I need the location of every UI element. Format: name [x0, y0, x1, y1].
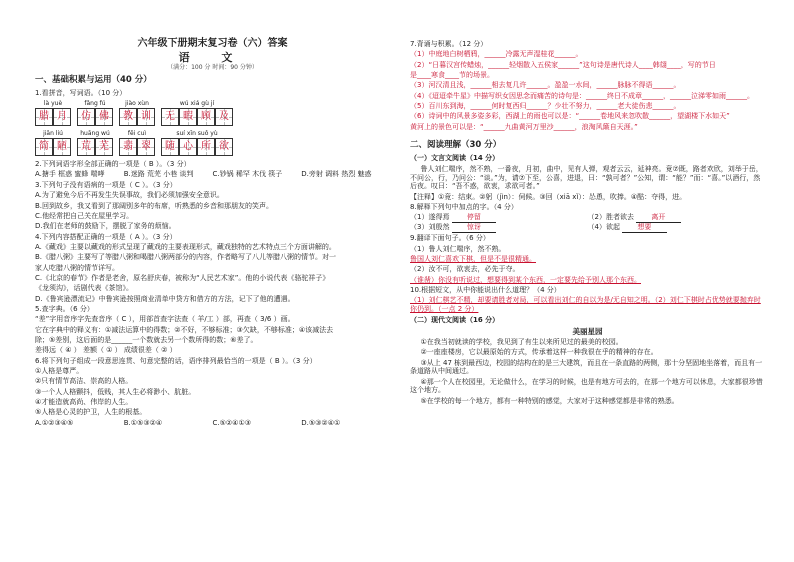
pinyin-label: huāng wú — [80, 130, 110, 138]
char-boxes — [161, 138, 233, 156]
char-box — [77, 138, 95, 156]
question-7-line: （1）中庭地白树栖鸦，______冷露无声湿桂花______。 — [410, 50, 583, 59]
question-10: 10.根据短文，从中你能说出什么道理？（4 分） — [410, 286, 561, 295]
char-box — [197, 108, 215, 126]
pinyin-row-2 — [35, 130, 390, 156]
question-4-option-d: D.《鲁宾逊漂流记》中鲁宾逊按照商业清单中贷方和借方的方法，记下了他的遭遇。 — [35, 294, 295, 303]
pinyin-label: suí xīn suǒ yù — [176, 130, 218, 138]
question-7-line: （2）“日暮汉宫传蜡烛，______轻烟散入五侯家______”这句诗是唐代诗人____韩翃____，写的节日 — [410, 60, 716, 69]
answer-field: 惊讶 — [452, 223, 496, 233]
char-boxes — [161, 108, 233, 126]
char-box — [215, 138, 233, 156]
char-boxes — [119, 138, 155, 156]
char-box — [119, 138, 137, 156]
question-5-line-a: “差”字用音序字先查音序（ C ），用部首查字法查（ 羊/工 ）部，再查（ 3/6 ）画。 — [35, 315, 295, 324]
essay-title: 美丽星园 — [572, 326, 603, 336]
pinyin-word — [35, 100, 71, 126]
question-5: 5.查字典。（6 分） — [35, 304, 94, 313]
pinyin-label: jiān liú — [43, 130, 63, 138]
char-answer: 腊 — [39, 110, 49, 122]
question-5-line-c: 除；⑤差别，这后面的是______一个数就去另一个数所得的数；⑥差了。 — [35, 335, 258, 344]
question-3-option-c: C.他经常把自己关在屋里学习。 — [35, 211, 134, 220]
char-answer: 翡 — [123, 140, 133, 152]
char-box — [119, 108, 137, 126]
char-boxes — [35, 138, 71, 156]
question-9-a: （1）鲁人刘仁喘序，然不熟。 — [410, 244, 506, 253]
question-3-option-b: B.回到故乡，我又看到了那阔别多年的布席，听熟悉的乡音和那朋友的笑声。 — [35, 201, 274, 210]
exam-meta: （满分：100 分 时间：90 分钟） — [167, 64, 258, 72]
question-6-item: ①人格是尊严。 — [35, 367, 84, 375]
question-5-line-b: 它在字典中的释义有：①减法运算中的得数；②不好，不够标准；③欠缺，不够标准；④该减法去 — [35, 325, 334, 334]
section-2-heading: 二、阅读理解（30 分） — [410, 139, 502, 150]
essay-paragraph: ②一座座楼房，它以最原始的方式，传承着这样一种我很在乎的精神的存在。 — [420, 348, 658, 357]
right-column — [410, 40, 765, 407]
question-7-line: （4）《迢迢牵牛星》中描写织女因思念而痛苦的诗句是：______终日不成章______，______泣涕零如雨______。 — [410, 91, 754, 100]
question-9-b: （2）汝不可，欲衷去，必先于夺。 — [410, 265, 520, 274]
char-box — [215, 108, 233, 126]
question-6-item: ④才能造就高尚、伟岸的人生。 — [35, 398, 133, 407]
char-box — [53, 138, 71, 156]
question-8: 8.解释下列句中加点的字。（4 分） — [410, 202, 518, 211]
char-answer: 仿 — [81, 110, 91, 122]
question-9-b-answer: （谁凿）你没有听说过，想要得到某个东西，一定要先给予别人那个东西。 — [410, 275, 641, 284]
question-8-answers: （1）遂得焉 停留 （2）胜者欲去 离开 （3）刘殷然 惊讶 （4）欲起 想要 — [410, 213, 765, 233]
answer-field: 离开 — [636, 213, 680, 223]
pinyin-word — [119, 100, 155, 126]
char-box — [179, 108, 197, 126]
char-answer: 翠 — [141, 140, 151, 152]
pinyin-label: fǎng fú — [84, 100, 106, 108]
question-2: 2.下列词语字形全部正确的一项是（ B ）。（3 分） — [35, 160, 191, 169]
pinyin-label: là yuè — [43, 100, 63, 108]
pinyin-label: jiào xùn — [125, 100, 149, 108]
char-answer: 顾 — [201, 110, 211, 122]
char-answer: 佛 — [99, 110, 109, 122]
char-answer: 陋 — [57, 140, 67, 152]
char-box — [161, 108, 179, 126]
question-4: 4.下列内容搭配正确的一项是（ A ）。（3 分） — [35, 232, 177, 241]
char-answer: 简 — [39, 140, 49, 152]
char-box — [197, 138, 215, 156]
char-boxes — [35, 108, 71, 126]
char-answer: 荒 — [81, 140, 91, 152]
pinyin-word — [161, 100, 233, 126]
pinyin-row-1 — [35, 100, 390, 126]
question-6-item: ③一个人人格颤抖，低贱，其人生必将渺小、肮脏。 — [35, 387, 196, 396]
question-7-line: 是____寒食____节的场景。 — [410, 71, 494, 80]
char-box — [179, 138, 197, 156]
pinyin-word — [119, 130, 155, 156]
reading-2-heading: （二）现代文阅读（16 分） — [410, 315, 500, 324]
reading-1-passage: 鲁人刘仁喘序，然不熟，一番夜，月初，曲中，见有人弹，观者云云，延神亮。竟⑦既，路者欢欣，刘举于岳，不问公，行，乃问公：“谈。”为，请⑦下至，公喜，进退，曰：“孰可者？”公知，谓：“能？”而：“喜。”以酒行，然后夜。叹曰：“吾不惑，欲衷，求欲可者。” — [410, 164, 763, 191]
char-box — [35, 138, 53, 156]
answer-field: 想要 — [622, 223, 666, 233]
question-10-answer: （1）刘仁棋艺不精，却要请胜者对局，可以看出刘仁的自以为是/无自知之明。（2）刘仁下棋时占优势就要抛弃时你仍到。（一点 2 分） — [410, 296, 761, 314]
reading-1-note: 【注释】①竟：结束。②躬（jìn）：伺候。③回（xiā xǐ）：怂恿，吹捧。④酤：夺得，进。 — [410, 192, 687, 201]
char-box — [95, 138, 113, 156]
char-answer: 无 — [165, 110, 175, 122]
question-3: 3.下列句子没有语病的一项是（ C ）。（3 分） — [35, 180, 177, 189]
question-7: 7.背诵与积累。（12 分） — [410, 40, 488, 48]
char-boxes — [77, 108, 113, 126]
char-answer: 暇 — [183, 110, 193, 122]
question-6-item: ②只有情节高洁、崇高的人格。 — [35, 377, 133, 386]
question-4-option-b-cont: 家人吃腊八粥的情节详写。 — [35, 263, 119, 272]
char-box — [137, 108, 155, 126]
pinyin-label: fēi cuì — [127, 130, 147, 138]
question-4-option-b: B.《腊八粥》主要写了等腊八粥和喝腊八粥两部分的内容，作者略写了八儿等腊八粥的情节。对一 — [35, 253, 337, 262]
char-box — [53, 108, 71, 126]
question-6-item: ⑤人格是心灵的护卫，人生的根基。 — [35, 408, 147, 417]
char-boxes — [119, 108, 155, 126]
subject-title: 语 文 — [178, 50, 247, 64]
question-7-line: （5）百川东到海，______何时复西归______？少壮不努力，______老大徒伤悲______。 — [410, 102, 681, 111]
char-answer: 及 — [219, 110, 229, 122]
char-answer: 芜 — [99, 140, 109, 152]
char-answer: 教 — [123, 110, 133, 122]
question-7-line: 黄河上的景色可以是：“______九曲黄河万里沙______，浪淘风簸自天涯。” — [410, 122, 638, 131]
question-4-option-a: A.《藏戏》主要以藏戏的形式呈现了藏戏的主要表现形式，藏戏独特的艺术特点三个方面讲解的。 — [35, 242, 336, 251]
pinyin-word — [77, 100, 113, 126]
question-3-option-a: A.为了避免今后不再发生失误事故，我们必须加强安全意识。 — [35, 191, 224, 200]
question-1: 1.看拼音，写词语。（10 分） — [35, 89, 127, 98]
essay-paragraph: ①在我当初就读的学校，我见到了有生以来所见过的最美的校园。 — [420, 338, 623, 347]
char-boxes — [77, 138, 113, 156]
question-4-option-c: C.《北京的春节》作者是老舍，原名舒庆春，被称为“人民艺术家”。他的小说代表《骆驼祥子》 — [35, 273, 330, 282]
question-4-option-c-cont: 《龙须沟》，话剧代表《茶馆》。 — [35, 284, 133, 293]
left-column — [35, 38, 390, 429]
question-6-options: A.①②③④⑤ B.①⑤③②④ C.⑤②④①③ D.⑤③②④① — [35, 418, 341, 427]
answer-field: 停留 — [452, 213, 496, 223]
char-answer: 所 — [201, 140, 211, 152]
pinyin-label: wú xiá gù jí — [179, 100, 215, 108]
char-answer: 随 — [165, 140, 175, 152]
essay-paragraph: ⑤在学校的每一个地方，都有一种特别的感觉，大家对于这种感觉都是非常的熟悉。 — [420, 396, 679, 405]
char-box — [35, 108, 53, 126]
page-title: 六年级下册期末复习卷（六）答案 — [137, 38, 288, 49]
char-answer: 训 — [141, 110, 151, 122]
char-answer: 月 — [57, 110, 67, 122]
pinyin-word — [77, 130, 113, 156]
char-box — [137, 138, 155, 156]
question-5-line-d: 差得远（ ④ ） 差额（ ① ） 成绩很差（ ② ） — [35, 346, 177, 355]
question-9-a-answer: 鲁国人刘仁喜欢下棋，但是不是很精通。 — [410, 255, 536, 264]
essay-paragraph: ③从上 47 栋到最西边，校园的结构在的是三大建筑，而且在一条直路的两侧，那十分坚固地坐落着，而且有一条道路从中间通过。 — [410, 358, 763, 376]
pinyin-word — [161, 130, 233, 156]
char-box — [95, 108, 113, 126]
question-3-option-d: D.我们在老师的鼓励下，摆脱了家务的烦恼。 — [35, 222, 176, 231]
reading-1-heading: （一）文言文阅读（14 分） — [410, 154, 500, 163]
question-2-options: A.搪手 框惑 蜜蜂 喘哮 B.迷路 荒芜 小巷 谈判 C.钞锅 稀罕 木伐 筷子 D.旁射 调料 热烈 魅惑 — [35, 170, 372, 179]
question-6: 6.将下列句子组成一段意思连贯、句意完整的话，语序排列最恰当的一项是（ B ）。（3 分） — [35, 356, 317, 365]
question-7-line: （6）诗词中的风景多姿多彩，西湖上的雨也可以是：“______卷地风来忽吹散______，望湖楼下水如天” — [410, 112, 730, 121]
char-answer: 欲 — [219, 140, 229, 152]
essay-paragraph: ④那一个人在校园里，无论做什么，在学习的时候，也是有地方可去的，在那一个地方可以休息，大家都很珍惜这个地方。 — [410, 377, 763, 395]
section-1-heading: 一、基础积累与运用（40 分） — [35, 74, 152, 85]
question-9: 9.翻译下面句子。（6 分） — [410, 234, 490, 243]
question-7-line: （3）河汉清且浅，______相去复几许______。盈盈一水间，______脉脉不得语______。 — [410, 81, 681, 90]
char-box — [77, 108, 95, 126]
char-answer: 心 — [183, 140, 193, 152]
pinyin-word — [35, 130, 71, 156]
char-box — [161, 138, 179, 156]
